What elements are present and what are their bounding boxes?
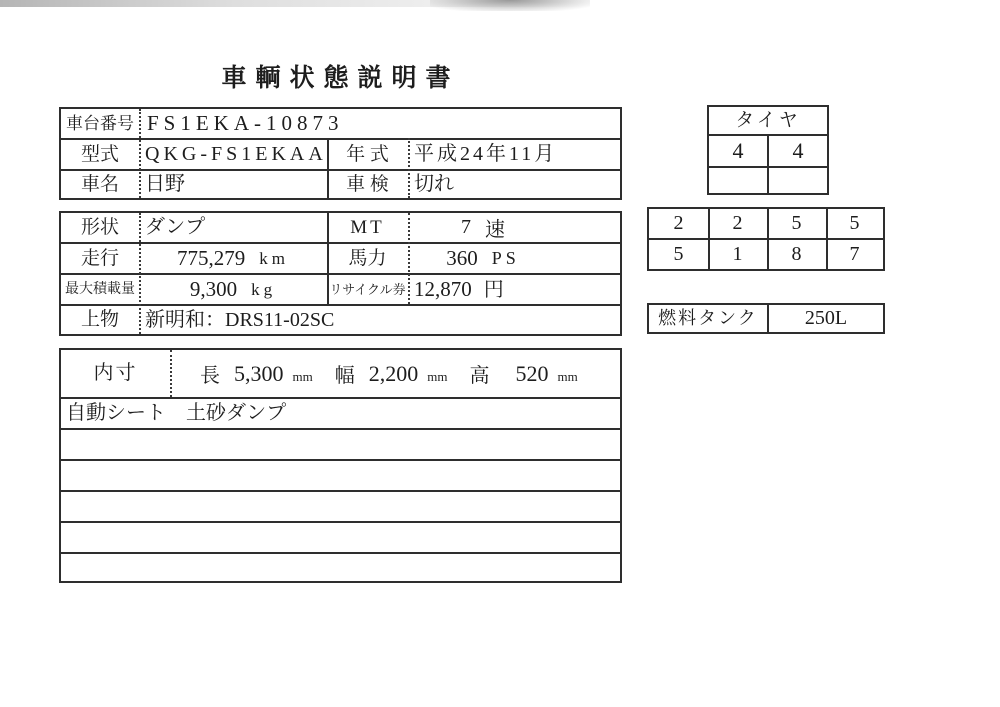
empty-note-row bbox=[61, 492, 620, 521]
scan-artifact-smudge bbox=[430, 0, 590, 11]
page-title: 車輌状態説明書 bbox=[221, 65, 460, 92]
max-payload-unit: kg bbox=[251, 279, 277, 299]
recycle-ticket-number: 12,870 bbox=[414, 277, 472, 301]
recycle-ticket-label: リサイクル券 bbox=[329, 282, 406, 297]
spec-table bbox=[59, 211, 622, 336]
tire-front-count: 4 bbox=[732, 138, 744, 163]
horsepower-unit: PS bbox=[491, 248, 520, 268]
transmission-speeds-unit: 速 bbox=[485, 219, 505, 241]
maker-name-value: 日野 bbox=[145, 173, 185, 195]
model-year-label: 年 式 bbox=[346, 144, 389, 165]
empty-note-row bbox=[61, 523, 620, 552]
fuel-tank-label: 燃料タンク bbox=[658, 308, 758, 328]
length-label: 長 bbox=[200, 365, 220, 387]
equipment-note: 自動シート 土砂ダンプ bbox=[66, 402, 287, 424]
fuel-tank-table bbox=[647, 303, 885, 334]
grid-cell: 5 bbox=[849, 212, 860, 234]
mileage-value bbox=[139, 244, 327, 273]
identity-table bbox=[59, 107, 622, 200]
inspection-value: 切れ bbox=[414, 173, 454, 195]
horsepower-label: 馬力 bbox=[348, 248, 387, 269]
transmission-label: MT bbox=[350, 217, 385, 238]
tire-empty-cell bbox=[769, 168, 827, 193]
length-unit: mm bbox=[292, 369, 313, 384]
body-maker-value: 新明和：DRS11-02SC bbox=[145, 309, 335, 331]
maker-name-label: 車名 bbox=[80, 174, 119, 195]
width-label: 幅 bbox=[334, 365, 355, 387]
mileage-number: 775,279 bbox=[177, 246, 246, 270]
mileage-unit: km bbox=[259, 248, 289, 268]
grid-cell: 7 bbox=[849, 243, 860, 265]
dimensions-notes-table bbox=[59, 348, 622, 583]
horsepower-value bbox=[408, 244, 558, 273]
mileage-label: 走行 bbox=[80, 248, 119, 269]
chassis-number-label: 車台番号 bbox=[66, 114, 134, 133]
chassis-number-value: FS1EKA-10873 bbox=[147, 111, 344, 135]
tire-table bbox=[707, 105, 829, 195]
grid-cell: 1 bbox=[732, 243, 743, 265]
width-unit: mm bbox=[427, 369, 448, 384]
height-label: 高 bbox=[469, 365, 490, 387]
empty-note-row bbox=[61, 430, 620, 459]
empty-note-row bbox=[61, 461, 620, 490]
height-value: 520 bbox=[515, 360, 549, 386]
grid-cell: 5 bbox=[673, 243, 684, 265]
max-payload-value bbox=[139, 275, 327, 304]
tire-empty-cell bbox=[709, 168, 767, 193]
inner-dimensions-label: 内寸 bbox=[93, 362, 138, 384]
grid-cell: 2 bbox=[673, 212, 684, 234]
grid-cell: 2 bbox=[732, 212, 743, 234]
model-code-label: 型式 bbox=[80, 144, 119, 165]
tire-header: タイヤ bbox=[735, 110, 801, 131]
inspection-label: 車 検 bbox=[346, 174, 389, 195]
recycle-ticket-value bbox=[414, 275, 504, 304]
transmission-value bbox=[408, 213, 558, 242]
empty-note-row bbox=[61, 554, 620, 583]
height-unit: mm bbox=[557, 369, 578, 384]
model-year-value: 平成24年11月 bbox=[414, 143, 558, 165]
label-separator-dotted bbox=[139, 213, 141, 334]
tire-depth-grid bbox=[647, 207, 885, 271]
body-shape-label: 形状 bbox=[80, 217, 119, 238]
horsepower-number: 360 bbox=[446, 246, 478, 270]
max-payload-label: 最大積載量 bbox=[65, 282, 135, 297]
label-separator-dotted bbox=[408, 138, 410, 198]
width-value: 2,200 bbox=[368, 360, 419, 386]
label-separator-dotted bbox=[139, 109, 141, 198]
tire-rear-count: 4 bbox=[792, 138, 804, 163]
grid-cell: 8 bbox=[791, 243, 802, 265]
recycle-ticket-unit: 円 bbox=[483, 279, 504, 301]
model-code-value: QKG-FS1EKAA bbox=[145, 143, 327, 165]
body-shape-value: ダンプ bbox=[145, 216, 206, 238]
body-maker-label: 上物 bbox=[80, 309, 119, 330]
fuel-tank-value: 250L bbox=[804, 307, 848, 329]
max-payload-number: 9,300 bbox=[189, 277, 238, 301]
length-value: 5,300 bbox=[234, 360, 284, 386]
transmission-speeds-number: 7 bbox=[461, 216, 471, 238]
inner-dimensions-value bbox=[170, 350, 620, 397]
grid-cell: 5 bbox=[791, 212, 802, 234]
